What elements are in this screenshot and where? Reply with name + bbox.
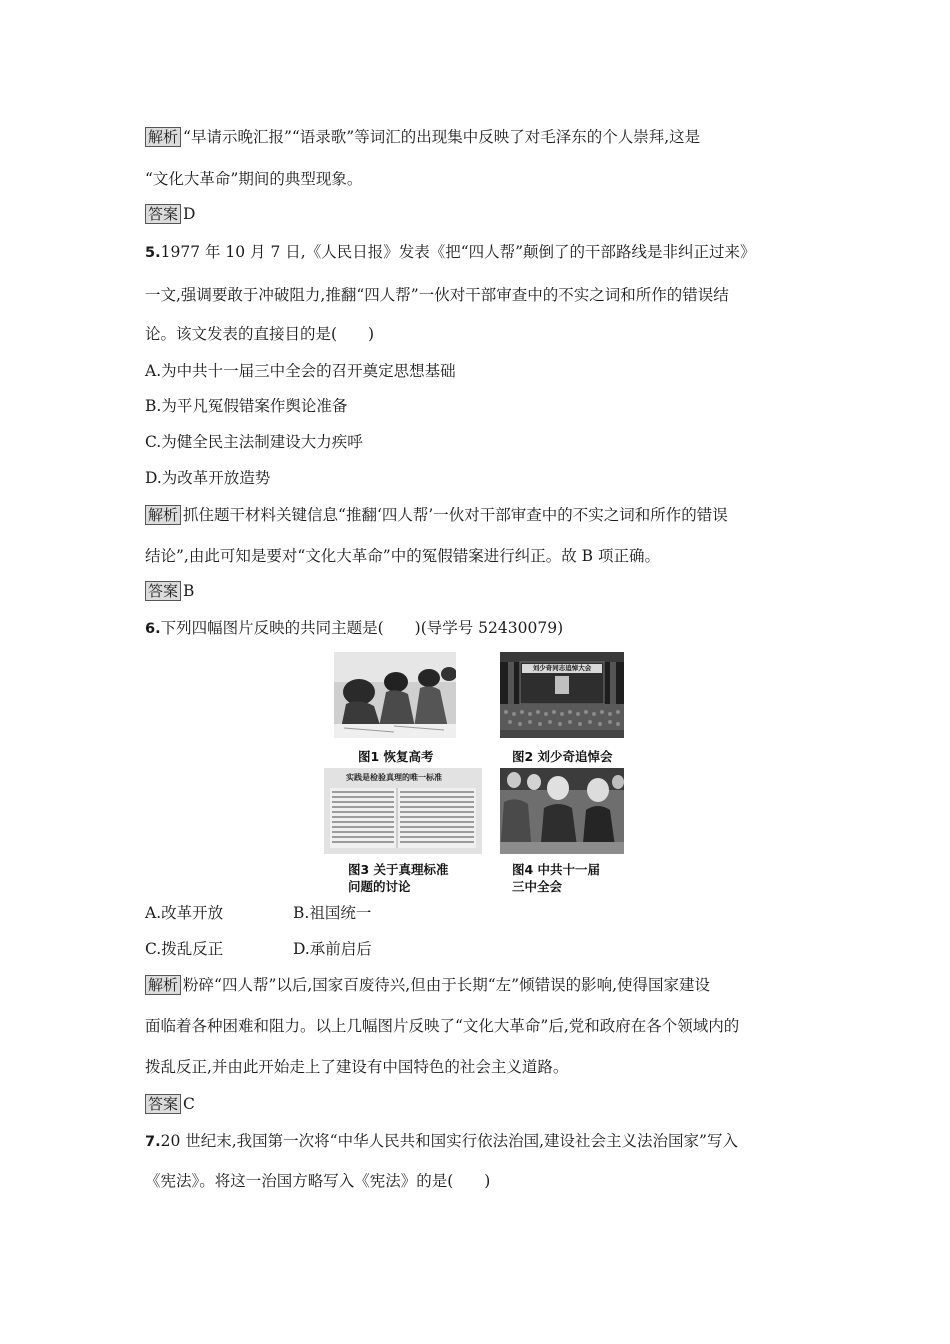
analysis-label: 解析 bbox=[145, 127, 181, 147]
q5-option-c: C.为健全民主法制建设大力疾呼 bbox=[145, 433, 363, 451]
fig3-caption-line-2: 问题的讨论 bbox=[348, 879, 411, 894]
q6-options-row-1 bbox=[145, 903, 372, 923]
q7-stem-text-1: 20 世纪末,我国第一次将“中华人民共和国实行依法治国,建设社会主义法治国家”写入 bbox=[160, 1132, 738, 1150]
q5-analysis-line bbox=[145, 505, 728, 525]
answer-label: 答案 bbox=[145, 1094, 181, 1114]
q6-stem-line bbox=[145, 618, 563, 639]
q6-analysis-text-1: 粉碎“四人帮”以后,国家百废待兴,但由于长期“左”倾错误的影响,使得国家建设 bbox=[183, 976, 710, 994]
fig3-newspaper-article bbox=[324, 768, 482, 854]
q5-analysis-text-1: 抓住题干材料关键信息“推翻‘四人帮’一伙对干部审查中的不实之词和所作的错误 bbox=[183, 506, 728, 524]
analysis-label: 解析 bbox=[145, 975, 181, 995]
q4-answer-line bbox=[145, 204, 195, 224]
answer-label: 答案 bbox=[145, 204, 181, 224]
q6-figure-group bbox=[322, 650, 628, 896]
q6-analysis-text-2: 面临着各种困难和阻力。以上几幅图片反映了“文化大革命”后,党和政府在各个领域内的 bbox=[145, 1017, 740, 1035]
q7-stem-line-2: 《宪法》。将这一治国方略写入《宪法》的是( ) bbox=[145, 1172, 491, 1190]
answer-label: 答案 bbox=[145, 581, 181, 601]
analysis-label: 解析 bbox=[145, 505, 181, 525]
q7-number: 7. bbox=[145, 1134, 161, 1150]
fig3-caption-line-1: 图3 关于真理标准 bbox=[348, 862, 449, 877]
q4-analysis-text-2: “文化大革命”期间的典型现象。 bbox=[145, 170, 363, 188]
q5-stem-line-3: 论。该文发表的直接目的是( ) bbox=[145, 325, 375, 343]
q5-stem-line-2: 一文,强调要敢于冲破阻力,推翻“四人帮”一伙对干部审查中的不实之词和所作的错误结 bbox=[145, 286, 729, 304]
q6-answer-value: C bbox=[183, 1095, 195, 1113]
q5-number: 5. bbox=[145, 245, 161, 261]
q5-analysis-text-2: 结论”,由此可知是要对“文化大革命”中的冤假错案进行纠正。故 B 项正确。 bbox=[145, 547, 660, 565]
q6-options-row-2 bbox=[145, 939, 372, 959]
q6-option-b: B.祖国统一 bbox=[293, 904, 372, 922]
fig4-caption-line-1: 图4 中共十一届 bbox=[512, 862, 601, 877]
q5-stem-text-1: 1977 年 10 月 7 日,《人民日报》发表《把“四人帮”颠倒了的干部路线是非纠正过来》 bbox=[160, 243, 756, 261]
q6-number: 6. bbox=[145, 621, 161, 637]
q4-answer-value: D bbox=[183, 205, 196, 223]
q5-stem-line-1 bbox=[145, 242, 756, 263]
fig1-photo-exam-students bbox=[334, 652, 456, 738]
fig2-banner-text: 刘少奇同志追悼大会 bbox=[532, 664, 592, 672]
q5-answer-value: B bbox=[183, 582, 195, 600]
q6-option-d: D.承前启后 bbox=[293, 940, 372, 958]
q6-analysis-line bbox=[145, 975, 710, 995]
fig2-photo-memorial-meeting bbox=[500, 652, 624, 738]
q5-answer-line bbox=[145, 581, 194, 601]
fig4-caption-line-2: 三中全会 bbox=[512, 879, 563, 894]
fig3-headline: 实践是检验真理的唯一标准 bbox=[346, 773, 442, 782]
q6-answer-line bbox=[145, 1094, 195, 1114]
q4-analysis-text-1: “早请示晚汇报”“语录歌”等词汇的出现集中反映了对毛泽东的个人崇拜,这是 bbox=[183, 128, 701, 146]
fig2-caption: 图2 刘少奇追悼会 bbox=[512, 749, 613, 764]
fig1-caption: 图1 恢复高考 bbox=[358, 749, 434, 764]
q6-option-a: A.改革开放 bbox=[145, 904, 224, 922]
q6-analysis-text-3: 拨乱反正,并由此开始走上了建设有中国特色的社会主义道路。 bbox=[145, 1058, 569, 1076]
q5-option-a: A.为中共十一届三中全会的召开奠定思想基础 bbox=[145, 362, 456, 380]
q5-option-b: B.为平凡冤假错案作舆论准备 bbox=[145, 397, 348, 415]
q4-analysis-line bbox=[145, 127, 700, 147]
q5-option-d: D.为改革开放造势 bbox=[145, 469, 271, 487]
q6-option-c: C.拨乱反正 bbox=[145, 940, 224, 958]
q6-stem-text: 下列四幅图片反映的共同主题是( )(导学号 52430079) bbox=[160, 619, 564, 637]
fig4-photo-plenary-session bbox=[500, 768, 624, 854]
q7-stem-line-1 bbox=[145, 1131, 738, 1152]
